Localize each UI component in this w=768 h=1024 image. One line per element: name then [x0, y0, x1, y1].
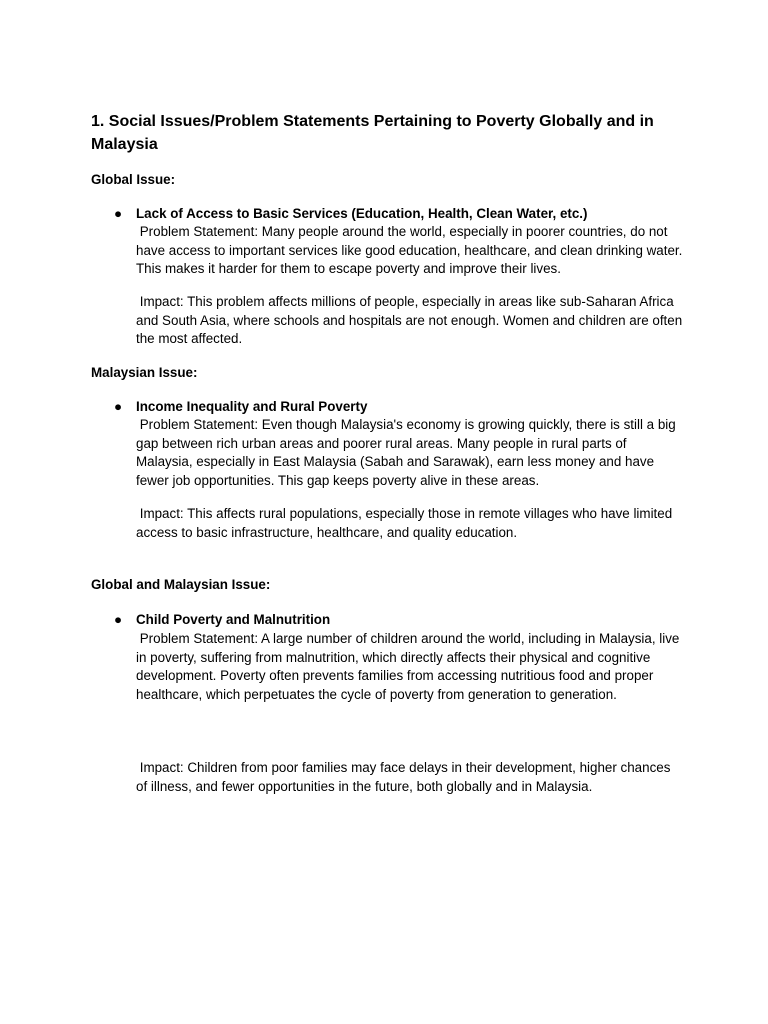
bullet-marker: ●: [114, 399, 123, 414]
section-heading-malaysian: Malaysian Issue:: [91, 365, 198, 380]
section-heading-global: Global Issue:: [91, 172, 176, 187]
impact-basic-services: Impact: This problem affects millions of people, especially in areas like sub-Saharan Africa and South Asia, where schools and hospitals are not enough. Women and children are often the most affected.: [136, 294, 686, 347]
bullet-marker: ●: [114, 206, 123, 221]
bullet-marker: ●: [114, 612, 123, 627]
impact-income-inequality: Impact: This affects rural populations, especially those in remote villages who have limited access to basic infrastructure, healthcare, and quality education.: [136, 506, 676, 540]
section-heading-global-malaysian: Global and Malaysian Issue:: [91, 577, 271, 592]
problem-statement-income-inequality: Problem Statement: Even though Malaysia's economy is growing quickly, there is still a big gap between rich urban areas and poorer rural areas. Many people in rural parts of Malaysia, especially in East Malaysia (Sabah and Sarawak), earn less money and have fewer job opportunities. This gap keeps poverty alive in these areas.: [136, 417, 680, 488]
issue-title-basic-services: Lack of Access to Basic Services (Education, Health, Clean Water, etc.): [136, 206, 588, 221]
problem-statement-basic-services: Problem Statement: Many people around the world, especially in poorer countries, do not have access to important services like good education, healthcare, and clean drinking water. This makes it harder for them to escape poverty and improve their lives.: [136, 224, 686, 277]
impact-child-poverty: Impact: Children from poor families may face delays in their development, higher chances of illness, and fewer opportunities in the future, both globally and in Malaysia.: [136, 760, 675, 794]
problem-statement-child-poverty: Problem Statement: A large number of children around the world, including in Malaysia, live in poverty, suffering from malnutrition, which directly affects their physical and cognitive development. Poverty often prevents families from accessing nutritious food and proper healthcare, which perpetuates the cycle of poverty from generation to generation.: [136, 631, 684, 702]
issue-title-child-poverty: Child Poverty and Malnutrition: [136, 612, 331, 627]
issue-title-income-inequality: Income Inequality and Rural Poverty: [136, 399, 368, 414]
document-title: 1. Social Issues/Problem Statements Pertaining to Poverty Globally and in Malaysia: [91, 113, 654, 153]
